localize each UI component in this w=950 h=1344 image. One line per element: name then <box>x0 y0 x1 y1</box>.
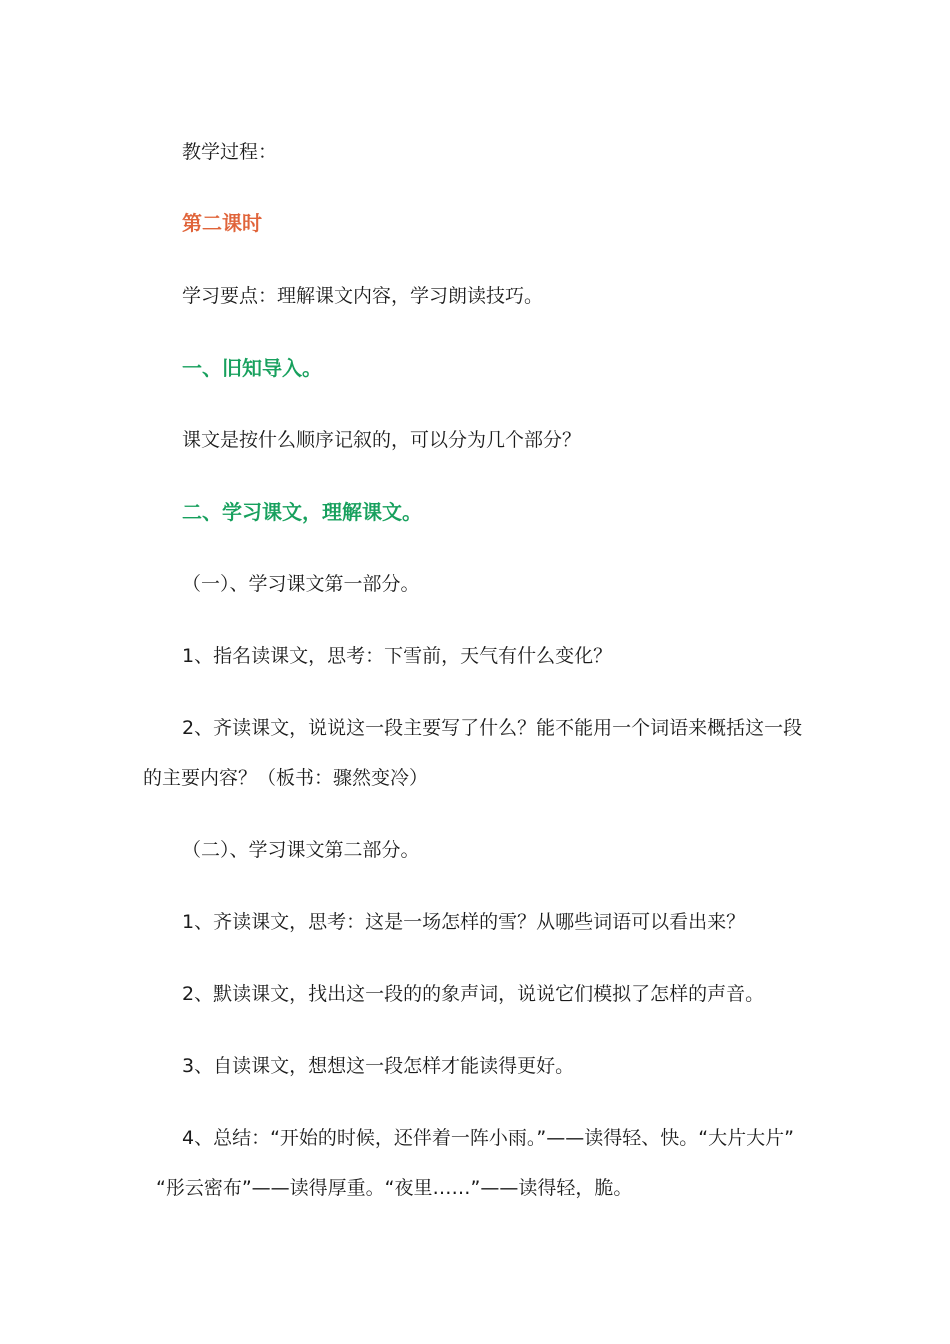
part2-item-2: 2、默读课文，找出这一段的的象声词，说说它们模拟了怎样的声音。 <box>182 983 765 1005</box>
part2-item-4-line-1: 4、总结：“开始的时候，还伴着一阵小雨。”——读得轻、快。“大片大片” <box>182 1127 794 1149</box>
part2-item-4-line-2: “彤云密布”——读得厚重。“夜里……”——读得轻，脆。 <box>156 1177 633 1199</box>
part1-title: （一）、学习课文第一部分。 <box>182 573 420 595</box>
part1-item-2-line-2: 的主要内容？（板书：骤然变冷） <box>143 767 429 789</box>
process-label: 教学过程： <box>182 141 278 163</box>
key-points: 学习要点：理解课文内容，学习朗读技巧。 <box>182 285 544 307</box>
section-heading-review: 一、旧知导入。 <box>182 356 322 380</box>
review-question: 课文是按什么顺序记叙的，可以分为几个部分？ <box>182 429 582 451</box>
section-heading-study: 二、学习课文，理解课文。 <box>182 500 422 524</box>
part1-item-2-line-1: 2、齐读课文，说说这一段主要写了什么？能不能用一个词语来概括这一段 <box>182 717 803 739</box>
lesson-title: 第二课时 <box>182 211 262 235</box>
part2-title: （二）、学习课文第二部分。 <box>182 839 420 861</box>
part2-item-1: 1、齐读课文，思考：这是一场怎样的雪？从哪些词语可以看出来？ <box>182 911 746 933</box>
part2-item-3: 3、自读课文，想想这一段怎样才能读得更好。 <box>182 1055 575 1077</box>
part1-item-1: 1、指名读课文，思考：下雪前，天气有什么变化？ <box>182 645 613 667</box>
